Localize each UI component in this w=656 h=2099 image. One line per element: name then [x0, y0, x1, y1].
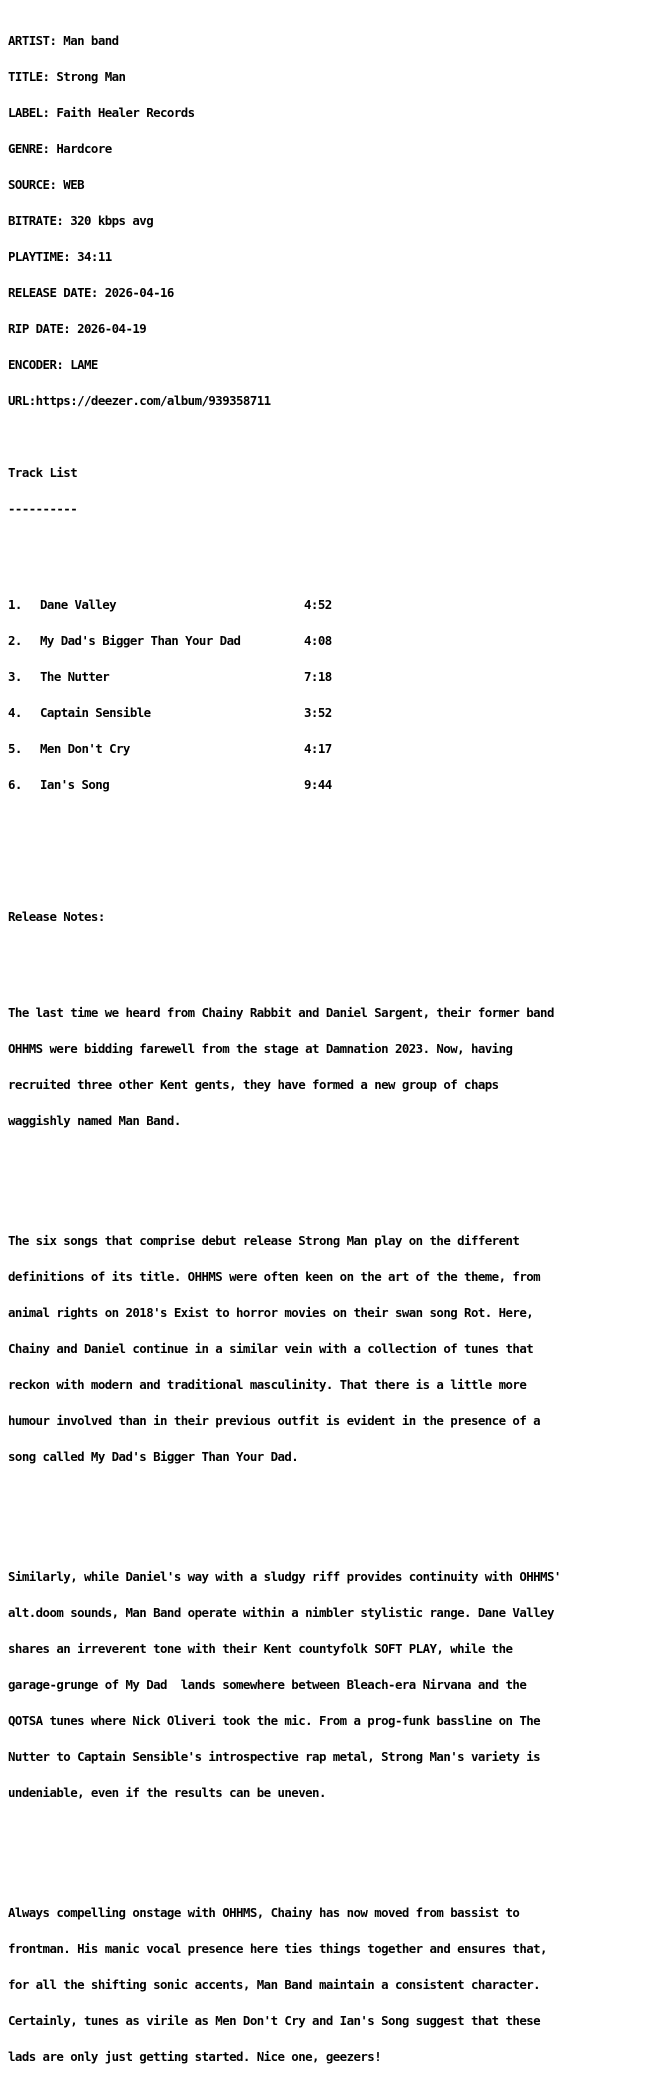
paragraph-line: Similarly, while Daniel's way with a sludgy riff provides continuity with OHHMS': [8, 1569, 561, 1584]
notes-paragraph-4: [8, 1883, 561, 2087]
track-list: [8, 575, 561, 815]
paragraph-line: frontman. His manic vocal presence here ties things together and ensures that,: [8, 1941, 547, 1956]
paragraph-line: shares an irreverent tone with their Kent countyfolk SOFT PLAY, while the: [8, 1641, 513, 1656]
paragraph-line: Always compelling onstage with OHHMS, Chainy has now moved from bassist to: [8, 1905, 520, 1920]
track-row: 2. My Dad's Bigger Than Your Dad 4:08: [8, 633, 332, 648]
source-line: SOURCE: WEB: [8, 177, 85, 192]
notes-paragraph-3: [8, 1547, 561, 1823]
paragraph-line: Chainy and Daniel continue in a similar vein with a collection of tunes that: [8, 1341, 534, 1356]
rip-date-line: RIP DATE: 2026-04-19: [8, 321, 147, 336]
paragraph-line: song called My Dad's Bigger Than Your Dad.: [8, 1449, 299, 1464]
paragraph-line: Certainly, tunes as virile as Men Don't Cry and Ian's Song suggest that these: [8, 2013, 541, 2028]
track-row: 6. Ian's Song 9:44: [8, 777, 332, 792]
paragraph-line: reckon with modern and traditional masculinity. That there is a little more: [8, 1377, 527, 1392]
paragraph-line: undeniable, even if the results can be uneven.: [8, 1785, 326, 1800]
label-line: LABEL: Faith Healer Records: [8, 105, 195, 120]
paragraph-line: alt.doom sounds, Man Band operate within a nimbler stylistic range. Dane Valley: [8, 1605, 554, 1620]
title-line: TITLE: Strong Man: [8, 69, 126, 84]
paragraph-line: OHHMS were bidding farewell from the stage at Damnation 2023. Now, having: [8, 1041, 513, 1056]
paragraph-line: garage-grunge of My Dad lands somewhere between Bleach-era Nirvana and the: [8, 1677, 527, 1692]
track-row: 5. Men Don't Cry 4:17: [8, 741, 332, 756]
track-row: 4. Captain Sensible 3:52: [8, 705, 332, 720]
paragraph-line: QOTSA tunes where Nick Oliveri took the mic. From a prog-funk bassline on The: [8, 1713, 541, 1728]
track-row: 1. Dane Valley 4:52: [8, 597, 332, 612]
genre-line: GENRE: Hardcore: [8, 141, 112, 156]
artist-line: ARTIST: Man band: [8, 33, 119, 48]
paragraph-line: definitions of its title. OHHMS were often keen on the art of the theme, from: [8, 1269, 541, 1284]
notes-paragraph-2: [8, 1211, 561, 1487]
bitrate-line: BITRATE: 320 kbps avg: [8, 213, 154, 228]
paragraph-line: The last time we heard from Chainy Rabbit and Daniel Sargent, their former band: [8, 1005, 554, 1020]
release-notes-heading: Release Notes:: [8, 909, 105, 924]
encoder-line: ENCODER: LAME: [8, 357, 98, 372]
playtime-line: PLAYTIME: 34:11: [8, 249, 112, 264]
tracklist-heading: Track List: [8, 465, 78, 480]
notes-paragraph-1: [8, 983, 561, 1151]
paragraph-line: animal rights on 2018's Exist to horror movies on their swan song Rot. Here,: [8, 1305, 534, 1320]
track-row: 3. The Nutter 7:18: [8, 669, 332, 684]
tracklist-underline: ----------: [8, 501, 78, 516]
paragraph-line: waggishly named Man Band.: [8, 1113, 181, 1128]
paragraph-line: lads are only just getting started. Nice one, geezers!: [8, 2049, 382, 2064]
nfo-document: [8, 11, 561, 2099]
paragraph-line: The six songs that comprise debut release Strong Man play on the different: [8, 1233, 520, 1248]
paragraph-line: recruited three other Kent gents, they have formed a new group of chaps: [8, 1077, 499, 1092]
release-date-line: RELEASE DATE: 2026-04-16: [8, 285, 174, 300]
paragraph-line: for all the shifting sonic accents, Man Band maintain a consistent character.: [8, 1977, 541, 1992]
paragraph-line: Nutter to Captain Sensible's introspective rap metal, Strong Man's variety is: [8, 1749, 541, 1764]
paragraph-line: humour involved than in their previous outfit is evident in the presence of a: [8, 1413, 541, 1428]
url-line: URL:https://deezer.com/album/939358711: [8, 393, 271, 408]
